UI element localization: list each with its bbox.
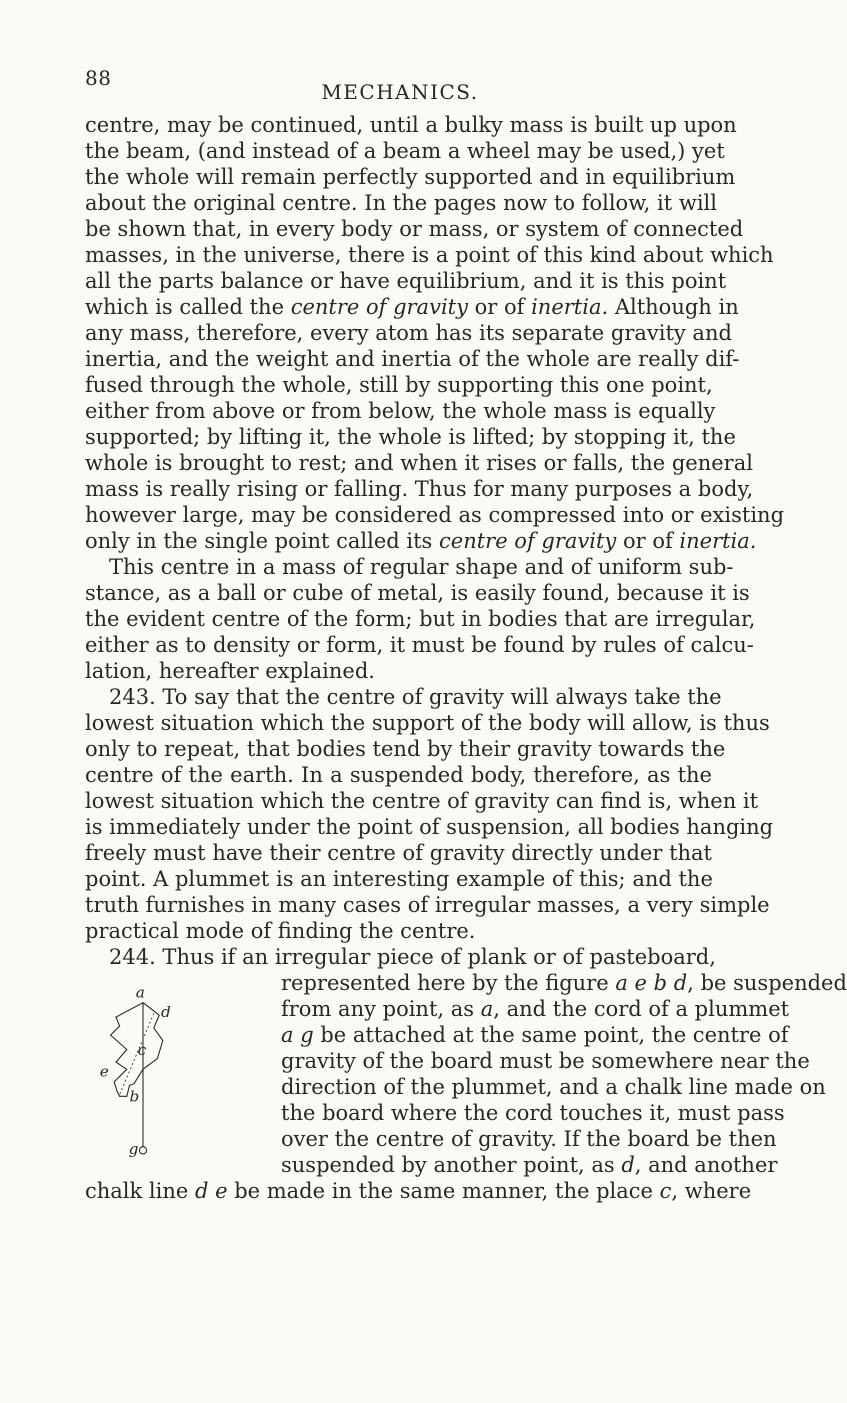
- running-title: MECHANICS.: [321, 80, 479, 104]
- text-line: masses, in the universe, there is a point of this kind about which: [85, 243, 774, 267]
- text-line: all the parts balance or have equilibrium, and it is this point: [85, 269, 727, 293]
- text-line: either from above or from below, the whole mass is equally: [85, 399, 716, 423]
- text-line: represented here by the figure a e b d, be suspended: [281, 971, 847, 995]
- text-line: freely must have their centre of gravity directly under that: [85, 841, 712, 865]
- term-inertia: inertia.: [531, 295, 609, 319]
- text-line: only in the single point called its centre of gravity or of inertia.: [85, 529, 757, 553]
- text-line: 244. Thus if an irregular piece of plank or of pasteboard,: [109, 945, 716, 969]
- text-line: This centre in a mass of regular shape and of uniform sub-: [109, 555, 734, 579]
- figure-label-e: e: [99, 1062, 109, 1081]
- figure-label-g: g: [128, 1139, 139, 1158]
- text-line: a g be attached at the same point, the centre of: [281, 1023, 789, 1047]
- figure-label-c: c: [137, 1040, 147, 1059]
- text-line: mass is really rising or falling. Thus for many purposes a body,: [85, 477, 754, 501]
- text-line: over the centre of gravity. If the board be then: [281, 1127, 777, 1151]
- text-line: the evident centre of the form; but in bodies that are irregular,: [85, 607, 756, 631]
- chalk-line: [120, 1014, 154, 1095]
- text-line: centre of the earth. In a suspended body, therefore, as the: [85, 763, 712, 787]
- text-line: be shown that, in every body or mass, or system of connected: [85, 217, 744, 241]
- term-centre-of-gravity: centre of gravity: [439, 529, 617, 553]
- irregular-plank-outline: [111, 1003, 163, 1097]
- text-line: direction of the plummet, and a chalk line made on: [281, 1075, 826, 1099]
- text-line: lowest situation which the centre of gravity can find is, when it: [85, 789, 759, 813]
- text-line: practical mode of finding the centre.: [85, 919, 476, 943]
- text-line: lation, hereafter explained.: [85, 659, 375, 683]
- text-line: however large, may be considered as compressed into or existing: [85, 503, 785, 527]
- text-line: chalk line d e be made in the same manner, the place c, where: [85, 1179, 752, 1203]
- text-line: lowest situation which the support of the body will allow, is thus: [85, 711, 770, 735]
- text-line: centre, may be continued, until a bulky mass is built up upon: [85, 113, 737, 137]
- text-line: is immediately under the point of suspension, all bodies hanging: [85, 815, 774, 839]
- text-line: suspended by another point, as d, and another: [281, 1153, 778, 1177]
- figure-label-a: a: [135, 983, 145, 1002]
- text-line: supported; by lifting it, the whole is lifted; by stopping it, the: [85, 425, 736, 449]
- term-centre-of-gravity: centre of gravity: [290, 295, 468, 319]
- text-line: inertia, and the weight and inertia of the whole are really dif-: [85, 347, 740, 371]
- term-inertia: inertia.: [679, 529, 757, 553]
- figure-label-d: d: [161, 1003, 171, 1022]
- text-line: about the original centre. In the pages now to follow, it will: [85, 191, 717, 215]
- text-line: truth furnishes in many cases of irregular masses, a very simple: [85, 893, 770, 917]
- text-line: stance, as a ball or cube of metal, is easily found, because it is: [85, 581, 750, 605]
- plank-plummet-figure: [80, 960, 260, 1220]
- text-line: any mass, therefore, every atom has its separate gravity and: [85, 321, 732, 345]
- text-line: only to repeat, that bodies tend by their gravity towards the: [85, 737, 726, 761]
- text-line: either as to density or form, it must be found by rules of calcu-: [85, 633, 754, 657]
- plummet-bob: [139, 1147, 146, 1154]
- text-line: whole is brought to rest; and when it rises or falls, the general: [85, 451, 753, 475]
- text-line: the board where the cord touches it, must pass: [281, 1101, 785, 1125]
- text-line: the beam, (and instead of a beam a wheel may be used,) yet: [85, 139, 725, 163]
- text-line: 243. To say that the centre of gravity will always take the: [109, 685, 722, 709]
- text-line: fused through the whole, still by supporting this one point,: [85, 373, 713, 397]
- text-line: the whole will remain perfectly supported and in equilibrium: [85, 165, 736, 189]
- figure-label-b: b: [129, 1087, 140, 1106]
- text-line: point. A plummet is an interesting example of this; and the: [85, 867, 713, 891]
- text-line: from any point, as a, and the cord of a plummet: [281, 997, 790, 1021]
- text-line: which is called the centre of gravity or of inertia. Although in: [85, 295, 739, 319]
- page-number: 88: [85, 66, 112, 90]
- text-line: gravity of the board must be somewhere near the: [281, 1049, 810, 1073]
